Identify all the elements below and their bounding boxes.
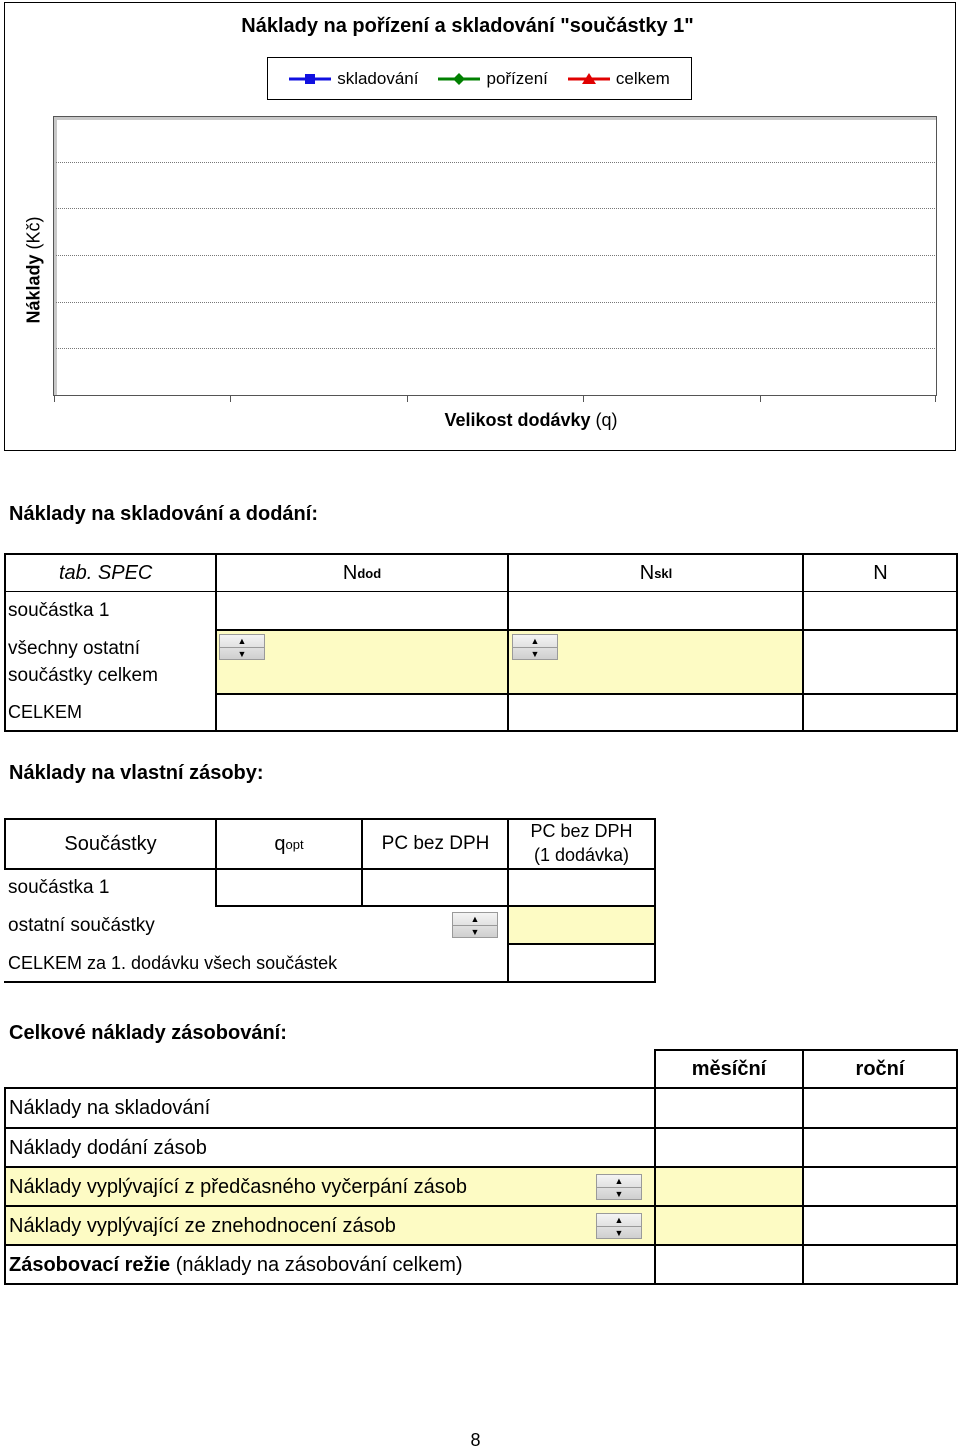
table-border: [4, 730, 958, 732]
spinner-down-icon[interactable]: ▼: [470, 926, 480, 937]
input-area-highlight: [217, 630, 803, 693]
table-row-label-zasobovaci-rezie: Zásobovací režie (náklady na zásobování celkem): [9, 1253, 463, 1276]
spinner-znehodnoceni[interactable]: [596, 1213, 642, 1239]
section-heading-celkove-naklady: Celkové náklady zásobování:: [9, 1022, 287, 1044]
gridline: [56, 162, 935, 163]
spinner-down-icon[interactable]: ▼: [237, 648, 247, 659]
section-heading-vlastni-zasoby: Náklady na vlastní zásoby:: [9, 762, 264, 784]
spinner-up-icon[interactable]: ▲: [614, 1214, 624, 1225]
table-border: [4, 818, 6, 870]
table-border: [4, 1087, 6, 1285]
gridline: [56, 348, 935, 349]
table-border: [215, 905, 656, 907]
spinner-predcasne-vycerpani[interactable]: [596, 1174, 642, 1200]
legend-marker-diamond-icon: [438, 73, 480, 85]
legend-label: skladování: [337, 68, 419, 88]
input-area-highlight: [509, 907, 654, 944]
legend-label: celkem: [615, 68, 670, 88]
table-row-label-znehodnoceni: Náklady vyplývající ze znehodnocení zásob: [9, 1214, 396, 1237]
table-border: [802, 553, 804, 732]
x-axis-tick: [230, 396, 231, 402]
table-border: [215, 629, 958, 631]
legend-item-celkem: [568, 69, 670, 89]
table-border: [509, 943, 656, 945]
gridline: [56, 208, 935, 209]
x-axis-tick: [407, 396, 408, 402]
y-axis-title: Náklady (Kč): [23, 216, 44, 324]
table-row-label-celkem-za-dodavku: CELKEM za 1. dodávku všech součástek: [8, 953, 338, 973]
table-header-pc-bez-dph: PC bez DPH: [381, 833, 490, 854]
legend-marker-square-icon: [289, 73, 331, 85]
plot-area: [53, 116, 937, 396]
chart-title: Náklady na pořízení a skladování "součástky 1": [241, 15, 694, 37]
table-header-qopt: q opt: [274, 832, 304, 855]
table-header-rocni: roční: [855, 1057, 905, 1080]
table-row-label-soucastka-1: součástka 1: [8, 600, 110, 621]
page-number: 8: [470, 1430, 481, 1450]
spinner-ndod[interactable]: [219, 634, 265, 660]
table-row-label-vsechny-ostatni: všechny ostatní součástky celkem: [8, 638, 158, 686]
spinner-up-icon[interactable]: ▲: [470, 913, 480, 924]
table-header-pc-bez-dph-dodavka: PC bez DPH (1 dodávka): [530, 821, 633, 865]
spinner-nskl[interactable]: [512, 634, 558, 660]
table-header-ndod: N dod: [342, 561, 382, 584]
spinner-up-icon[interactable]: ▲: [237, 635, 247, 646]
spinner-up-icon[interactable]: ▲: [530, 635, 540, 646]
table-row-label-skladovani: Náklady na skladování: [9, 1096, 211, 1119]
table-border: [215, 818, 217, 907]
legend-item-porizeni: [438, 69, 547, 89]
table-border: [802, 1049, 804, 1285]
table-border: [4, 553, 958, 555]
legend-item-skladovani: [289, 69, 418, 89]
chart-legend: [267, 57, 692, 100]
table-border: [4, 1087, 958, 1089]
legend-marker-triangle-icon: [568, 73, 610, 85]
x-axis-tick: [54, 396, 55, 402]
table-border: [4, 553, 6, 732]
spinner-down-icon[interactable]: ▼: [614, 1188, 624, 1199]
x-axis-tick: [583, 396, 584, 402]
gridline: [56, 255, 935, 256]
table-border: [4, 1283, 958, 1285]
table-row-label-soucastka-1: součástka 1: [8, 877, 110, 898]
table-row-label-predcasne-vycerpani: Náklady vyplývající z předčasného vyčerpání zásob: [9, 1175, 468, 1198]
spinner-down-icon[interactable]: ▼: [614, 1227, 624, 1238]
table-border: [654, 818, 656, 983]
table-row-label-ostatni-soucastky: ostatní součástky: [8, 914, 155, 936]
table-border: [4, 591, 958, 592]
table-header-nskl: N skl: [639, 561, 673, 584]
table-border: [507, 818, 509, 983]
table-header-mesicni: měsíční: [691, 1057, 767, 1080]
table-border: [215, 553, 217, 732]
table-header-n: N: [873, 561, 888, 584]
spinner-pc-ostatni[interactable]: [452, 912, 498, 938]
table-border: [4, 818, 656, 820]
table-border: [361, 818, 363, 907]
table-header-tab-spec: tab. SPEC: [59, 561, 153, 584]
x-axis-title: Velikost dodávky (q): [444, 410, 618, 430]
table-border: [654, 1049, 656, 1285]
spinner-down-icon[interactable]: ▼: [530, 648, 540, 659]
x-axis-tick: [935, 396, 936, 402]
gridline: [56, 302, 935, 303]
table-border: [4, 868, 656, 870]
table-border: [4, 981, 656, 983]
table-row-label-celkem: CELKEM: [8, 701, 83, 722]
table-row-label-dodani-zasob: Náklady dodání zásob: [9, 1136, 207, 1159]
table-border: [4, 1127, 958, 1129]
table-border: [4, 1166, 958, 1168]
table-border: [4, 1205, 958, 1207]
table-header-soucastky: Součástky: [64, 832, 157, 855]
table-border: [507, 553, 509, 732]
table-border: [215, 693, 958, 695]
x-axis-tick: [760, 396, 761, 402]
legend-label: pořízení: [486, 68, 548, 88]
table-border: [956, 1049, 958, 1285]
spinner-up-icon[interactable]: ▲: [614, 1175, 624, 1186]
table-border: [654, 1049, 958, 1051]
table-border: [4, 1244, 958, 1246]
section-heading-skladovani-dodani: Náklady na skladování a dodání:: [9, 503, 318, 525]
table-border: [956, 553, 958, 732]
